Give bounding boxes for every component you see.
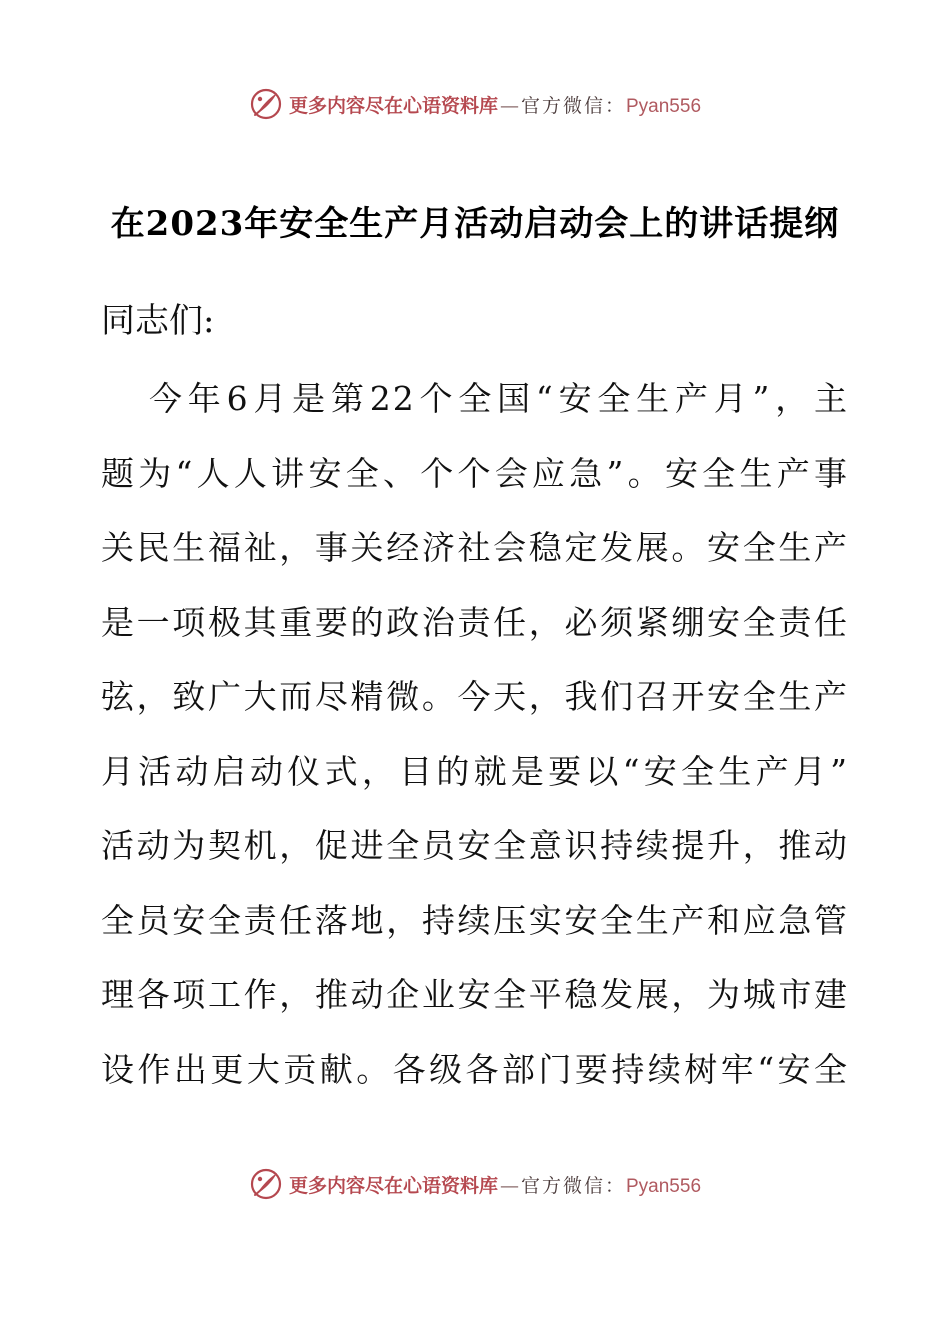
- watermark-account: Pyan556: [626, 95, 702, 117]
- body-line: 设作出更大贡献。各级各部门要持续树牢“安全: [101, 1049, 849, 1089]
- body-line: 弦，致广大而尽精微。今天，我们召开安全生产: [101, 677, 849, 716]
- quill-pen-logo-icon: [249, 1167, 283, 1201]
- watermark-text: [289, 1171, 701, 1198]
- salutation: 同志们:: [101, 301, 215, 341]
- body-line: 是一项极其重要的政治责任，必须紧绷安全责任: [101, 602, 849, 642]
- watermark-account: Pyan556: [626, 1175, 702, 1197]
- watermark-lead: 更多内容尽在心语资料库: [288, 1174, 498, 1197]
- document-title: 在2023年安全生产月活动启动会上的讲话提纲: [110, 204, 840, 244]
- watermark-dash: —: [499, 94, 519, 117]
- body-line: 月活动启动仪式，目的就是要以“安全生产月”: [101, 751, 849, 791]
- body-line: 活动为契机，促进全员安全意识持续提升，推动: [101, 826, 849, 865]
- watermark-trail: 官方微信：: [520, 94, 626, 117]
- watermark-dash: —: [499, 1174, 519, 1197]
- body-line: 理各项工作，推动企业安全平稳发展，为城市建: [101, 975, 849, 1014]
- body-line: 全员安全责任落地，持续压实安全生产和应急管: [101, 900, 849, 940]
- watermark-banner-bottom: [0, 1162, 950, 1206]
- watermark-text: [289, 91, 701, 118]
- quill-pen-logo-icon: [249, 87, 283, 121]
- watermark-lead: 更多内容尽在心语资料库: [288, 94, 498, 117]
- body-line: 关民生福祉，事关经济社会稳定发展。安全生产: [101, 528, 849, 567]
- body-line: 题为“人人讲安全、个个会应急”。安全生产事: [101, 453, 849, 493]
- body-paragraph: [101, 362, 849, 1107]
- body-line: 今年6月是第22个全国“安全生产月”，主: [149, 379, 849, 418]
- watermark-banner-top: [0, 82, 950, 126]
- watermark-trail: 官方微信：: [520, 1174, 626, 1197]
